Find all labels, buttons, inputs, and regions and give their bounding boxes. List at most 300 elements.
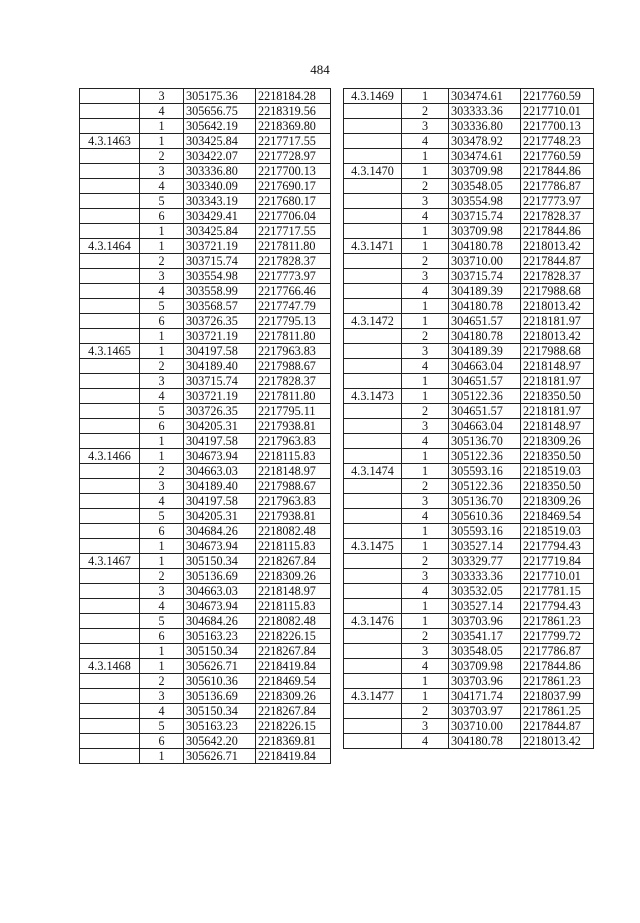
- point-number-cell: 4: [402, 509, 449, 524]
- x-coordinate-cell: 303333.36: [449, 104, 521, 119]
- point-number-cell: 3: [402, 719, 449, 734]
- table-row: [80, 269, 331, 284]
- point-number-cell: 4: [402, 584, 449, 599]
- table-row: [344, 674, 594, 689]
- point-number-cell: 1: [402, 224, 449, 239]
- table-row: [344, 689, 594, 704]
- section-id-cell: [344, 734, 402, 749]
- y-coordinate-cell: 2218148.97: [256, 584, 331, 599]
- table-row: [344, 569, 594, 584]
- point-number-cell: 1: [140, 119, 184, 134]
- x-coordinate-cell: 303709.98: [449, 224, 521, 239]
- x-coordinate-cell: 305150.34: [184, 554, 256, 569]
- section-id-cell: [80, 569, 140, 584]
- y-coordinate-cell: 2217828.37: [256, 254, 331, 269]
- x-coordinate-cell: 304205.31: [184, 509, 256, 524]
- section-id-cell: [344, 104, 402, 119]
- y-coordinate-cell: 2217710.01: [521, 104, 594, 119]
- y-coordinate-cell: 2217988.68: [521, 344, 594, 359]
- y-coordinate-cell: 2218181.97: [521, 314, 594, 329]
- y-coordinate-cell: 2218309.26: [521, 494, 594, 509]
- point-number-cell: 1: [402, 389, 449, 404]
- table-row: [80, 254, 331, 269]
- x-coordinate-cell: 303429.41: [184, 209, 256, 224]
- point-number-cell: 4: [140, 494, 184, 509]
- x-coordinate-cell: 304651.57: [449, 374, 521, 389]
- section-id-cell: [344, 449, 402, 464]
- point-number-cell: 1: [140, 539, 184, 554]
- point-number-cell: 6: [140, 629, 184, 644]
- y-coordinate-cell: 2217811.80: [256, 239, 331, 254]
- section-id-cell: [80, 374, 140, 389]
- table-row: [344, 329, 594, 344]
- section-id-cell: 4.3.1469: [344, 89, 402, 104]
- table-row: [344, 299, 594, 314]
- y-coordinate-cell: 2218115.83: [256, 599, 331, 614]
- y-coordinate-cell: 2217963.83: [256, 344, 331, 359]
- section-id-cell: [80, 254, 140, 269]
- x-coordinate-cell: 304673.94: [184, 449, 256, 464]
- table-row: [344, 644, 594, 659]
- point-number-cell: 1: [140, 224, 184, 239]
- y-coordinate-cell: 2218309.26: [256, 569, 331, 584]
- section-id-cell: [80, 89, 140, 104]
- point-number-cell: 4: [402, 209, 449, 224]
- x-coordinate-cell: 304673.94: [184, 599, 256, 614]
- table-row: [344, 599, 594, 614]
- section-id-cell: [80, 704, 140, 719]
- point-number-cell: 1: [140, 134, 184, 149]
- x-coordinate-cell: 303541.17: [449, 629, 521, 644]
- section-id-cell: [344, 329, 402, 344]
- section-id-cell: 4.3.1465: [80, 344, 140, 359]
- y-coordinate-cell: 2217680.17: [256, 194, 331, 209]
- point-number-cell: 4: [402, 434, 449, 449]
- x-coordinate-cell: 305610.36: [449, 509, 521, 524]
- x-coordinate-cell: 303715.74: [184, 254, 256, 269]
- section-id-cell: [80, 734, 140, 749]
- table-row: [80, 164, 331, 179]
- point-number-cell: 4: [140, 704, 184, 719]
- section-id-cell: 4.3.1477: [344, 689, 402, 704]
- y-coordinate-cell: 2217719.84: [521, 554, 594, 569]
- y-coordinate-cell: 2217963.83: [256, 434, 331, 449]
- section-id-cell: [80, 719, 140, 734]
- point-number-cell: 3: [402, 644, 449, 659]
- y-coordinate-cell: 2217861.23: [521, 614, 594, 629]
- table-row: [80, 434, 331, 449]
- y-coordinate-cell: 2217728.97: [256, 149, 331, 164]
- table-row: [80, 89, 331, 104]
- point-number-cell: 2: [402, 329, 449, 344]
- table-row: [344, 659, 594, 674]
- section-id-cell: [80, 749, 140, 764]
- section-id-cell: [80, 494, 140, 509]
- x-coordinate-cell: 305626.71: [184, 749, 256, 764]
- x-coordinate-cell: 303703.97: [449, 704, 521, 719]
- table-row: [344, 269, 594, 284]
- x-coordinate-cell: 303532.05: [449, 584, 521, 599]
- section-id-cell: 4.3.1463: [80, 134, 140, 149]
- section-id-cell: [344, 569, 402, 584]
- section-id-cell: [344, 224, 402, 239]
- table-row: [80, 734, 331, 749]
- table-row: [344, 479, 594, 494]
- y-coordinate-cell: 2217766.46: [256, 284, 331, 299]
- table-row: [344, 104, 594, 119]
- x-coordinate-cell: 303568.57: [184, 299, 256, 314]
- x-coordinate-cell: 303333.36: [449, 569, 521, 584]
- section-id-cell: [80, 269, 140, 284]
- section-id-cell: [80, 524, 140, 539]
- section-id-cell: [344, 179, 402, 194]
- table-row: [344, 209, 594, 224]
- table-row: [344, 554, 594, 569]
- section-id-cell: 4.3.1466: [80, 449, 140, 464]
- point-number-cell: 2: [402, 254, 449, 269]
- point-number-cell: 3: [402, 494, 449, 509]
- y-coordinate-cell: 2217706.04: [256, 209, 331, 224]
- section-id-cell: [344, 404, 402, 419]
- y-coordinate-cell: 2218013.42: [521, 329, 594, 344]
- section-id-cell: [344, 629, 402, 644]
- point-number-cell: 2: [402, 179, 449, 194]
- x-coordinate-cell: 303721.19: [184, 389, 256, 404]
- point-number-cell: 1: [140, 344, 184, 359]
- point-number-cell: 6: [140, 734, 184, 749]
- section-id-cell: [344, 209, 402, 224]
- point-number-cell: 6: [140, 419, 184, 434]
- y-coordinate-cell: 2217799.72: [521, 629, 594, 644]
- x-coordinate-cell: 304651.57: [449, 404, 521, 419]
- y-coordinate-cell: 2218082.48: [256, 614, 331, 629]
- x-coordinate-cell: 305642.19: [184, 119, 256, 134]
- table-row: [344, 134, 594, 149]
- y-coordinate-cell: 2218350.50: [521, 389, 594, 404]
- x-coordinate-cell: 304663.03: [184, 464, 256, 479]
- y-coordinate-cell: 2218082.48: [256, 524, 331, 539]
- x-coordinate-cell: 304651.57: [449, 314, 521, 329]
- x-coordinate-cell: 304197.58: [184, 494, 256, 509]
- table-row: [344, 434, 594, 449]
- y-coordinate-cell: 2218267.84: [256, 704, 331, 719]
- y-coordinate-cell: 2217786.87: [521, 644, 594, 659]
- y-coordinate-cell: 2217811.80: [256, 389, 331, 404]
- point-number-cell: 2: [140, 254, 184, 269]
- section-id-cell: [344, 554, 402, 569]
- x-coordinate-cell: 304189.40: [184, 359, 256, 374]
- x-coordinate-cell: 304663.04: [449, 359, 521, 374]
- point-number-cell: 3: [140, 164, 184, 179]
- point-number-cell: 1: [402, 464, 449, 479]
- table-row: [80, 119, 331, 134]
- table-row: [80, 179, 331, 194]
- point-number-cell: 5: [140, 194, 184, 209]
- point-number-cell: 2: [402, 629, 449, 644]
- table-row: [80, 224, 331, 239]
- point-number-cell: 2: [402, 479, 449, 494]
- y-coordinate-cell: 2217773.97: [256, 269, 331, 284]
- y-coordinate-cell: 2217844.86: [521, 164, 594, 179]
- table-row: [344, 284, 594, 299]
- x-coordinate-cell: 304684.26: [184, 614, 256, 629]
- section-id-cell: [344, 494, 402, 509]
- x-coordinate-cell: 304205.31: [184, 419, 256, 434]
- table-row: [344, 449, 594, 464]
- x-coordinate-cell: 305150.34: [184, 644, 256, 659]
- point-number-cell: 2: [402, 104, 449, 119]
- y-coordinate-cell: 2218369.80: [256, 119, 331, 134]
- x-coordinate-cell: 304197.58: [184, 434, 256, 449]
- table-row: [80, 404, 331, 419]
- point-number-cell: 2: [402, 404, 449, 419]
- point-number-cell: 1: [402, 524, 449, 539]
- table-row: [344, 524, 594, 539]
- x-coordinate-cell: 303715.74: [184, 374, 256, 389]
- y-coordinate-cell: 2217844.86: [521, 224, 594, 239]
- x-coordinate-cell: 305610.36: [184, 674, 256, 689]
- y-coordinate-cell: 2217717.55: [256, 224, 331, 239]
- y-coordinate-cell: 2217938.81: [256, 419, 331, 434]
- x-coordinate-cell: 303715.74: [449, 269, 521, 284]
- table-row: [344, 704, 594, 719]
- y-coordinate-cell: 2218519.03: [521, 464, 594, 479]
- x-coordinate-cell: 305163.23: [184, 719, 256, 734]
- point-number-cell: 4: [402, 734, 449, 749]
- point-number-cell: 4: [140, 104, 184, 119]
- point-number-cell: 3: [140, 374, 184, 389]
- section-id-cell: [80, 509, 140, 524]
- point-number-cell: 4: [140, 599, 184, 614]
- section-id-cell: [344, 299, 402, 314]
- x-coordinate-cell: 303721.19: [184, 329, 256, 344]
- table-row: [344, 419, 594, 434]
- section-id-cell: [344, 119, 402, 134]
- section-id-cell: 4.3.1470: [344, 164, 402, 179]
- point-number-cell: 4: [402, 284, 449, 299]
- table-row: [80, 449, 331, 464]
- y-coordinate-cell: 2217747.79: [256, 299, 331, 314]
- x-coordinate-cell: 303343.19: [184, 194, 256, 209]
- y-coordinate-cell: 2218309.26: [521, 434, 594, 449]
- x-coordinate-cell: 303548.05: [449, 644, 521, 659]
- section-id-cell: [80, 674, 140, 689]
- x-coordinate-cell: 305626.71: [184, 659, 256, 674]
- section-id-cell: [80, 209, 140, 224]
- section-id-cell: [344, 719, 402, 734]
- point-number-cell: 2: [402, 704, 449, 719]
- point-number-cell: 1: [402, 164, 449, 179]
- table-row: [80, 524, 331, 539]
- y-coordinate-cell: 2217700.13: [521, 119, 594, 134]
- table-row: [80, 554, 331, 569]
- section-id-cell: [344, 659, 402, 674]
- section-id-cell: [344, 704, 402, 719]
- y-coordinate-cell: 2218519.03: [521, 524, 594, 539]
- x-coordinate-cell: 304180.78: [449, 299, 521, 314]
- page-number: 484: [310, 62, 330, 77]
- table-row: [344, 464, 594, 479]
- point-number-cell: 1: [140, 554, 184, 569]
- x-coordinate-cell: 303336.80: [184, 164, 256, 179]
- y-coordinate-cell: 2218469.54: [521, 509, 594, 524]
- x-coordinate-cell: 303726.35: [184, 314, 256, 329]
- point-number-cell: 3: [402, 569, 449, 584]
- x-coordinate-cell: 303527.14: [449, 599, 521, 614]
- section-id-cell: [344, 644, 402, 659]
- point-number-cell: 2: [140, 464, 184, 479]
- y-coordinate-cell: 2217844.87: [521, 254, 594, 269]
- y-coordinate-cell: 2217700.13: [256, 164, 331, 179]
- table-row: [80, 584, 331, 599]
- y-coordinate-cell: 2218115.83: [256, 539, 331, 554]
- section-id-cell: [344, 434, 402, 449]
- section-id-cell: [80, 614, 140, 629]
- table-row: [344, 719, 594, 734]
- y-coordinate-cell: 2217748.23: [521, 134, 594, 149]
- y-coordinate-cell: 2218181.97: [521, 374, 594, 389]
- x-coordinate-cell: 304673.94: [184, 539, 256, 554]
- x-coordinate-cell: 303425.84: [184, 134, 256, 149]
- section-id-cell: [80, 584, 140, 599]
- table-row: [80, 569, 331, 584]
- table-row: [344, 89, 594, 104]
- table-row: [80, 299, 331, 314]
- x-coordinate-cell: 303710.00: [449, 719, 521, 734]
- table-row: [80, 194, 331, 209]
- x-coordinate-cell: 303703.96: [449, 614, 521, 629]
- x-coordinate-cell: 304180.78: [449, 734, 521, 749]
- y-coordinate-cell: 2218148.97: [521, 359, 594, 374]
- point-number-cell: 1: [140, 239, 184, 254]
- section-id-cell: [344, 479, 402, 494]
- table-row: [80, 704, 331, 719]
- section-id-cell: [80, 164, 140, 179]
- y-coordinate-cell: 2217861.23: [521, 674, 594, 689]
- section-id-cell: [80, 479, 140, 494]
- y-coordinate-cell: 2217828.37: [521, 269, 594, 284]
- table-row: [80, 284, 331, 299]
- table-row: [80, 644, 331, 659]
- table-row: [80, 674, 331, 689]
- y-coordinate-cell: 2218469.54: [256, 674, 331, 689]
- y-coordinate-cell: 2217781.15: [521, 584, 594, 599]
- section-id-cell: [80, 359, 140, 374]
- table-row: [344, 374, 594, 389]
- x-coordinate-cell: 303710.00: [449, 254, 521, 269]
- y-coordinate-cell: 2217988.67: [256, 359, 331, 374]
- x-coordinate-cell: 305136.69: [184, 689, 256, 704]
- x-coordinate-cell: 304189.39: [449, 284, 521, 299]
- y-coordinate-cell: 2217861.25: [521, 704, 594, 719]
- point-number-cell: 1: [402, 299, 449, 314]
- x-coordinate-cell: 303709.98: [449, 659, 521, 674]
- y-coordinate-cell: 2217988.67: [256, 479, 331, 494]
- section-id-cell: [80, 104, 140, 119]
- y-coordinate-cell: 2217844.87: [521, 719, 594, 734]
- point-number-cell: 2: [140, 674, 184, 689]
- table-row: [80, 359, 331, 374]
- point-number-cell: 3: [402, 194, 449, 209]
- table-row: [80, 239, 331, 254]
- section-id-cell: [80, 434, 140, 449]
- section-id-cell: [80, 149, 140, 164]
- section-id-cell: [344, 509, 402, 524]
- y-coordinate-cell: 2217828.37: [256, 374, 331, 389]
- point-number-cell: 2: [402, 554, 449, 569]
- table-row: [80, 614, 331, 629]
- y-coordinate-cell: 2217795.11: [256, 404, 331, 419]
- table-row: [344, 179, 594, 194]
- section-id-cell: [344, 674, 402, 689]
- table-row: [80, 389, 331, 404]
- point-number-cell: 6: [140, 524, 184, 539]
- x-coordinate-cell: 305593.16: [449, 524, 521, 539]
- x-coordinate-cell: 303422.07: [184, 149, 256, 164]
- y-coordinate-cell: 2218226.15: [256, 629, 331, 644]
- table-row: [344, 509, 594, 524]
- section-id-cell: 4.3.1475: [344, 539, 402, 554]
- point-number-cell: 5: [140, 404, 184, 419]
- section-id-cell: [80, 689, 140, 704]
- coordinates-table-right: [343, 88, 594, 749]
- section-id-cell: [80, 419, 140, 434]
- section-id-cell: [344, 149, 402, 164]
- point-number-cell: 3: [140, 689, 184, 704]
- y-coordinate-cell: 2217773.97: [521, 194, 594, 209]
- x-coordinate-cell: 304180.78: [449, 239, 521, 254]
- x-coordinate-cell: 304197.58: [184, 344, 256, 359]
- point-number-cell: 5: [140, 719, 184, 734]
- x-coordinate-cell: 305136.70: [449, 434, 521, 449]
- section-id-cell: 4.3.1468: [80, 659, 140, 674]
- table-row: [344, 239, 594, 254]
- y-coordinate-cell: 2218267.84: [256, 644, 331, 659]
- point-number-cell: 3: [140, 269, 184, 284]
- y-coordinate-cell: 2217710.01: [521, 569, 594, 584]
- point-number-cell: 1: [402, 599, 449, 614]
- point-number-cell: 3: [140, 584, 184, 599]
- section-id-cell: [80, 299, 140, 314]
- table-row: [80, 479, 331, 494]
- coordinates-table-left: [79, 88, 331, 764]
- x-coordinate-cell: 305122.36: [449, 449, 521, 464]
- section-id-cell: [344, 269, 402, 284]
- x-coordinate-cell: 305122.36: [449, 389, 521, 404]
- point-number-cell: 1: [140, 329, 184, 344]
- x-coordinate-cell: 303558.99: [184, 284, 256, 299]
- x-coordinate-cell: 303726.35: [184, 404, 256, 419]
- table-row: [80, 134, 331, 149]
- section-id-cell: [344, 584, 402, 599]
- point-number-cell: 1: [140, 644, 184, 659]
- point-number-cell: 1: [402, 614, 449, 629]
- x-coordinate-cell: 305593.16: [449, 464, 521, 479]
- section-id-cell: [344, 344, 402, 359]
- x-coordinate-cell: 303554.98: [184, 269, 256, 284]
- section-id-cell: [80, 284, 140, 299]
- section-id-cell: 4.3.1473: [344, 389, 402, 404]
- y-coordinate-cell: 2218319.56: [256, 104, 331, 119]
- x-coordinate-cell: 303548.05: [449, 179, 521, 194]
- point-number-cell: 2: [140, 569, 184, 584]
- section-id-cell: [80, 194, 140, 209]
- point-number-cell: 2: [140, 149, 184, 164]
- x-coordinate-cell: 305642.20: [184, 734, 256, 749]
- section-id-cell: [80, 389, 140, 404]
- section-id-cell: [344, 524, 402, 539]
- section-id-cell: [80, 119, 140, 134]
